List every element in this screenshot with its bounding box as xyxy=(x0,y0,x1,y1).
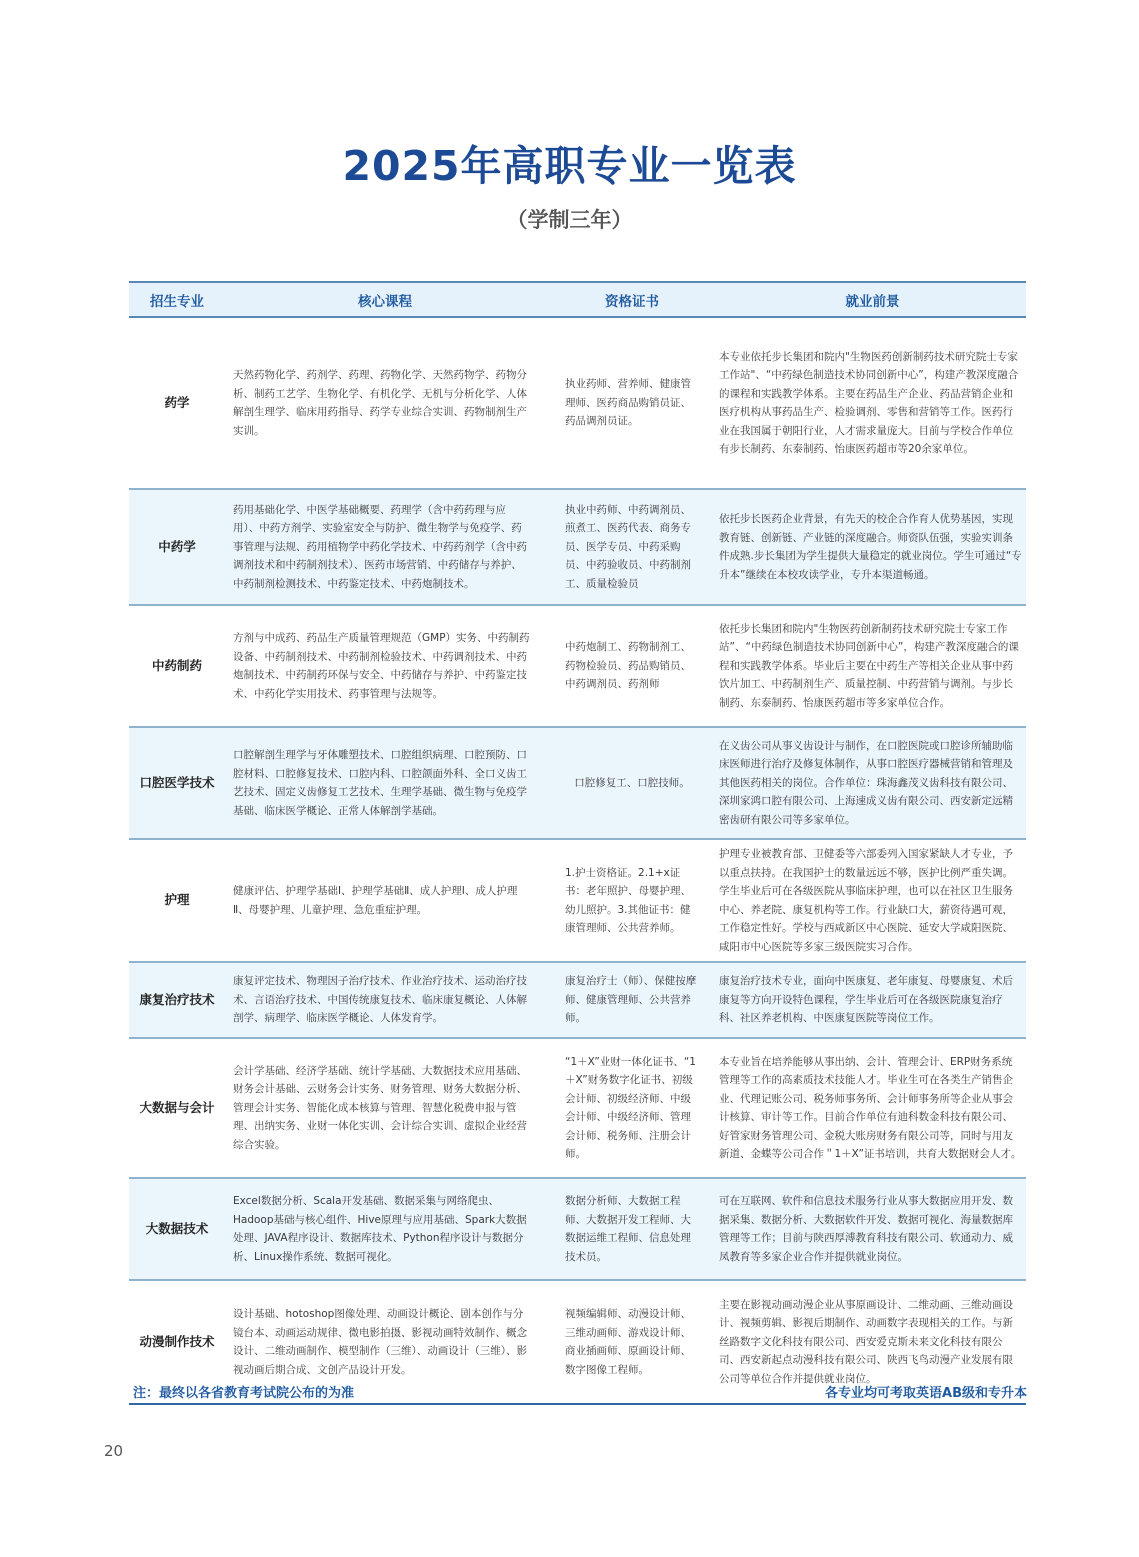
table-row xyxy=(129,839,1026,962)
core-courses: 康复评定技术、物理因子治疗技术、作业治疗技术、运动治疗技术、言语治疗技术、中国传统康复技术、临床康复概论、人体解剖学、病理学、临床医学概论、人体发育学。 xyxy=(225,962,545,1038)
majors-table xyxy=(129,281,1026,1405)
footnote-exam-authority: 注：最终以各省教育考试院公布的为准 xyxy=(133,1386,355,1401)
certificates: 执业药师、营养师、健康管理师、医药商品购销员证、药品调剂员证。 xyxy=(545,317,719,489)
career-prospects: 康复治疗技术专业，面向中医康复、老年康复、母婴康复、术后康复等方向开设特色课程，学生毕业后可在各级医院康复治疗科、社区养老机构、中医康复医院等岗位工作。 xyxy=(719,962,1026,1038)
major-name: 中药学 xyxy=(129,489,225,605)
core-courses: Excel数据分析、Scala开发基础、数据采集与网络爬虫、Hadoop基础与核心组件、Hive原理与应用基础、Spark大数据处理、JAVA程序设计、数据库技术、Python程序设计与数据分析、Linux操作系统、数据可视化。 xyxy=(225,1178,545,1280)
certificates: 执业中药师、中药调剂员、煎煮工、医药代表、商务专员、医学专员、中药采购员、中药验收员、中药制剂工、质量检验员 xyxy=(545,489,719,605)
career-prospects: 本专业依托步长集团和院内"生物医药创新制药技术研究院士专家工作站"、“中药绿色制造技术协同创新中心”，构建产教深度融合的课程和实践教学体系。主要在药品生产企业、药品营销企业和医疗机构从事药品生产、检验调剂、零售和营销等工作。医药行业在我国属于朝阳行业，人才需求量庞大。目前与学校合作单位有步长制药、东泰制药、怡康医药超市等20余家单位。 xyxy=(719,317,1026,489)
major-name: 动漫制作技术 xyxy=(129,1280,225,1404)
table-row xyxy=(129,605,1026,727)
certificates: 康复治疗士（师）、保健按摩师、健康管理师、公共营养师。 xyxy=(545,962,719,1038)
career-prospects: 依托步长医药企业背景，有先天的校企合作育人优势基因，实现教育链、创新链、产业链的深度融合。师资队伍强，实验实训条件成熟.步长集团为学生提供大量稳定的就业岗位。学生可通过“专升本”继续在本校攻读学业，专升本渠道畅通。 xyxy=(719,489,1026,605)
core-courses: 会计学基础、经济学基础、统计学基础、大数据技术应用基础、财务会计基础、云财务会计实务、财务管理、财务大数据分析、管理会计实务、智能化成本核算与管理、智慧化税费申报与管理、出纳实务、业财一体化实训、会计综合实训、虚拟企业经营综合实验。 xyxy=(225,1038,545,1178)
core-courses: 口腔解剖生理学与牙体雕塑技术、口腔组织病理、口腔预防、口腔材料、口腔修复技术、口腔内科、口腔颌面外科、全口义齿工艺技术、固定义齿修复工艺技术、生理学基础、微生物与免疫学基础、临床医学概论、正常人体解剖学基础。 xyxy=(225,727,545,839)
major-name: 口腔医学技术 xyxy=(129,727,225,839)
certificates: 口腔修复工、口腔技师。 xyxy=(545,727,719,839)
core-courses: 设计基础、hotoshop图像处理、动画设计概论、剧本创作与分镜台本、动画运动规律、微电影拍摄、影视动画特效制作、概念设计、二维动画制作、模型制作（三维）、动画设计（三维）、影视动画后期合成、文创产品设计开发。 xyxy=(225,1280,545,1404)
certificates: 1.护士资格证。2.1+x证书：老年照护、母婴护理、幼儿照护。3.其他证书：健康管理师、公共营养师。 xyxy=(545,839,719,962)
certificates: 中药炮制工、药物制剂工、药物检验员、药品购销员、中药调剂员、药剂师 xyxy=(545,605,719,727)
major-name: 大数据与会计 xyxy=(129,1038,225,1178)
major-name: 药学 xyxy=(129,317,225,489)
column-header-certs: 资格证书 xyxy=(545,282,719,317)
column-header-courses: 核心课程 xyxy=(225,282,545,317)
core-courses: 药用基础化学、中医学基础概要、药理学（含中药药理与应用）、中药方剂学、实验室安全与防护、微生物学与免疫学、药事管理与法规、药用植物学中药化学技术、中药药剂学（含中药调剂技术和中药制剂技术）、医药市场营销、中药储存与养护、中药制剂检测技术、中药鉴定技术、中药炮制技术。 xyxy=(225,489,545,605)
career-prospects: 可在互联网、软件和信息技术服务行业从事大数据应用开发、数据采集、数据分析、大数据软件开发、数据可视化、海量数据库管理等工作；目前与陕西厚溥教育科技有限公司、软通动力、威凤教育等多家企业合作并提供就业岗位。 xyxy=(719,1178,1026,1280)
core-courses: 天然药物化学、药剂学、药理、药物化学、天然药物学、药物分析、制药工艺学、生物化学、有机化学、无机与分析化学、人体解剖生理学、临床用药指导、药学专业综合实训、药物制剂生产实训。 xyxy=(225,317,545,489)
table-row xyxy=(129,727,1026,839)
core-courses: 方剂与中成药、药品生产质量管理规范（GMP）实务、中药制药设备、中药制剂技术、中药制剂检验技术、中药调剂技术、中药炮制技术、中药制药环保与安全、中药储存与养护、中药鉴定技术、中药化学实用技术、药事管理与法规等。 xyxy=(225,605,545,727)
certificates: “1＋X”业财一体化证书、“1＋X”财务数字化证书、初级会计师、初级经济师、中级会计师、中级经济师、管理会计师、税务师、注册会计师。 xyxy=(545,1038,719,1178)
career-prospects: 主要在影视动画动漫企业从事原画设计、二维动画、三维动画设计、视频剪辑、影视后期制作、动画数字表现相关的工作。与新丝路数字文化科技有限公司、西安爱克斯未来文化科技有限公司、西安新起点动漫科技有限公司、陕西飞鸟动漫产业发展有限公司等单位合作并提供就业岗位。 xyxy=(719,1280,1026,1404)
core-courses: 健康评估、护理学基础Ⅰ、护理学基础Ⅱ、成人护理Ⅰ、成人护理Ⅱ、母婴护理、儿童护理、急危重症护理。 xyxy=(225,839,545,962)
major-name: 护理 xyxy=(129,839,225,962)
career-prospects: 本专业旨在培养能够从事出纳、会计、管理会计、ERP财务系统管理等工作的高素质技术技能人才。毕业生可在各类生产销售企业、代理记账公司、税务师事务所、会计师事务所等企业从事会计核算、审计等工作。目前合作单位有迪科数金科技有限公司、好管家财务管理公司、金税大账房财务有限公司等，同时与用友新道、金蝶等公司合作＂1＋X”证书培训，共育大数据财会人才。 xyxy=(719,1038,1026,1178)
table-header-row xyxy=(129,282,1026,317)
career-prospects: 依托步长集团和院内"生物医药创新制药技术研究院士专家工作站”、“中药绿色制造技术协同创新中心”，构建产教深度融合的课程和实践教学体系。毕业后主要在中药生产等相关企业从事中药饮片加工、中药制剂生产、质量控制、中药营销与调剂。与步长制药、东泰制药、怡康医药超市等多家单位合作。 xyxy=(719,605,1026,727)
table-row xyxy=(129,962,1026,1038)
table-row xyxy=(129,1178,1026,1280)
career-prospects: 护理专业被教育部、卫健委等六部委列入国家紧缺人才专业，予以重点扶持。在我国护士的数量远远不够，医护比例严重失调。学生毕业后可在各级医院从事临床护理，也可以在社区卫生服务中心、养老院、康复机构等工作。行业缺口大，薪资待遇可观，工作稳定性好。学校与西咸新区中心医院、延安大学咸阳医院、咸阳市中心医院等多家三级医院实习合作。 xyxy=(719,839,1026,962)
page-subtitle: （学制三年） xyxy=(506,208,633,232)
table-row xyxy=(129,1038,1026,1178)
footnote-english-upgrade: 各专业均可考取英语AB级和专升本 xyxy=(825,1386,1027,1401)
major-name: 大数据技术 xyxy=(129,1178,225,1280)
page-number: 20 xyxy=(104,1442,124,1460)
major-name: 中药制药 xyxy=(129,605,225,727)
table-row xyxy=(129,489,1026,605)
career-prospects: 在义齿公司从事义齿设计与制作，在口腔医院或口腔诊所辅助临床医师进行治疗及修复体制作，从事口腔医疗器械营销和管理及其他医药相关的岗位。合作单位：珠海鑫茂义齿科技有限公司、深圳家鸿口腔有限公司、上海速成义齿有限公司、西安新定远精密齿研有限公司等多家单位。 xyxy=(719,727,1026,839)
column-header-major: 招生专业 xyxy=(129,282,225,317)
column-header-career: 就业前景 xyxy=(719,282,1026,317)
table-row xyxy=(129,317,1026,489)
major-name: 康复治疗技术 xyxy=(129,962,225,1038)
certificates: 视频编辑师、动漫设计师、三维动画师、游戏设计师、商业插画师、原画设计师、数字图像工程师。 xyxy=(545,1280,719,1404)
page-title: 2025年高职专业一览表 xyxy=(342,142,797,190)
certificates: 数据分析师、大数据工程师、大数据开发工程师、大数据运维工程师、信息处理技术员。 xyxy=(545,1178,719,1280)
